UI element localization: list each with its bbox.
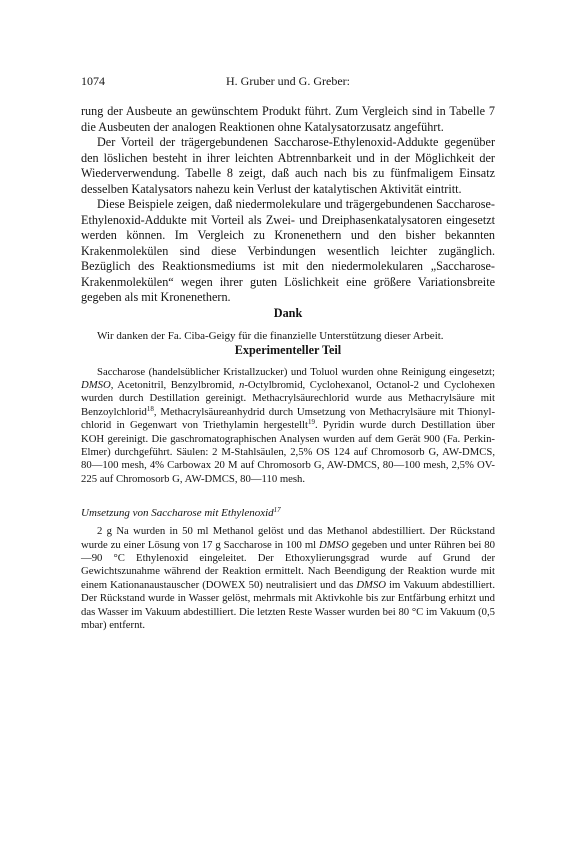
reaction-title: Umsetzung von Saccharose mit Ethylenoxid [81, 507, 274, 520]
document-page [81, 74, 495, 632]
dank-heading: Dank [273, 305, 303, 320]
exp-text-4: , Methacrylsäureanhydrid durch Umsetzung von Methacrylsäure mit Thionylchlorid in Gegenwart von Triethylamin hergestellt [81, 405, 495, 432]
page-header [81, 74, 495, 90]
n-prefix: n- [239, 378, 248, 391]
exp-text-3: Octylbromid, Cyclohexanol, Octanol-2 und Cyclohexen wurden durch Destillation gereinigt. Methacrylsäurechlorid wurde aus Methacrylsäure mit Benzoylchlorid [81, 378, 495, 418]
exp-text-5: . Pyridin wurde durch Destillation über KOH gereinigt. Die gaschromatographischen Analysen wurden auf dem Gerät 900 (Fa. Perkin-Elmer) durchgeführt. Säulen: 2 M-Stahlsäulen, 2,5% OS 124 auf Chromosorb G, AW-DMCS, 80—100 mesh, 4% Carbowax 20 M auf Chromosorb G, AW-DMCS, 80—100 mesh, 2,5% OV-225 auf Chromosorb G, AW-DMCS, 80—110 mesh. [81, 419, 495, 485]
reaction-paragraph [81, 525, 495, 632]
paragraph-3: Diese Beispiele zeigen, daß niedermolekulare und trägergebundenen Saccharose-Ethylenoxid-Addukte mit Vorteil als Zwei- und Dreiphasenkatalysatoren eingesetzt werden können. Im Vergleich zu Kronenethern und den bisher bekannten Krakenmolekülen sind diese Verbindungen wesentlich leichter zugänglich. Bezüglich des Reaktionsmediums ist mit den niedermolekularen „Saccharose-Krakenmolekülen“ wegen ihrer guten Löslichkeit eine größere Variationsbreite gegeben als mit Kronenethern. [81, 197, 495, 304]
paragraph-2: Der Vorteil der trägergebundenen Saccharose-Ethylenoxid-Addukte gegenüber den löslichen besteht in ihrer leichten Abtrennbarkeit und in der Möglichkeit der Wiederverwendung. Tabelle 8 zeigt, daß auch nach bis zu fünfmaligem Einsatz desselben Katalysators nahezu kein Verlust der katalytischen Aktivität eintritt. [81, 135, 495, 196]
reaction-heading [81, 506, 495, 520]
running-title: H. Gruber und G. Greber: [226, 74, 350, 88]
experimental-paragraph [81, 366, 495, 487]
exp-text-1: Saccharose (handelsüblicher Kristallzucker) und Toluol wurden ohne Reinigung eingesetzt; [97, 365, 495, 378]
reference-19: 19 [308, 418, 315, 427]
body-text [81, 104, 495, 306]
page-number: 1074 [81, 74, 105, 88]
exp-text-2: , Acetonitril, Benzylbromid, [110, 378, 240, 391]
reference-17: 17 [273, 506, 281, 515]
paragraph-1: rung der Ausbeute an gewünschtem Produkt führt. Zum Vergleich sind in Tabelle 7 die Ausbeuten der analogen Reaktionen ohne Katalysatorzusatz angeführt. [81, 104, 495, 134]
experimental-heading: Experimenteller Teil [234, 342, 342, 357]
reaction-text-3: im Vakuum abdestilliert. Der Rückstand wurde in Wasser gelöst, mehrmals mit Aktivkohle bis zur Entfärbung erhitzt und das Wasser im Vakuum abdestilliert. Die letzten Reste Wasser wurden bei 80 °C im Vakuum (0,5 mbar) entfernt. [81, 578, 495, 631]
dmso-term-1: DMSO [319, 538, 349, 551]
dmso-term: DMSO [81, 378, 111, 391]
reference-18: 18 [146, 404, 154, 413]
reaction-text-1: 2 g Na wurden in 50 ml Methanol gelöst und das Methanol abdestilliert. Der Rückstand wurde zu einer Lösung von 17 g Saccharose in 100 ml [81, 525, 495, 551]
dank-paragraph: Wir danken der Fa. Ciba-Geigy für die finanzielle Unterstützung dieser Arbeit. [97, 329, 444, 342]
dmso-term-2: DMSO [356, 578, 387, 591]
reaction-text-2: gegeben und unter Rühren bei 80—90 °C Ethylenoxid eingeleitet. Der Ethoxylierungsgrad wurde auf Grund der Gewichtszunahme während der Reaktion ermittelt. Nach Beendigung der Reaktion wurde mit einem Kationanaustauscher (DOWEX 50) neutralisiert und das [81, 538, 495, 591]
